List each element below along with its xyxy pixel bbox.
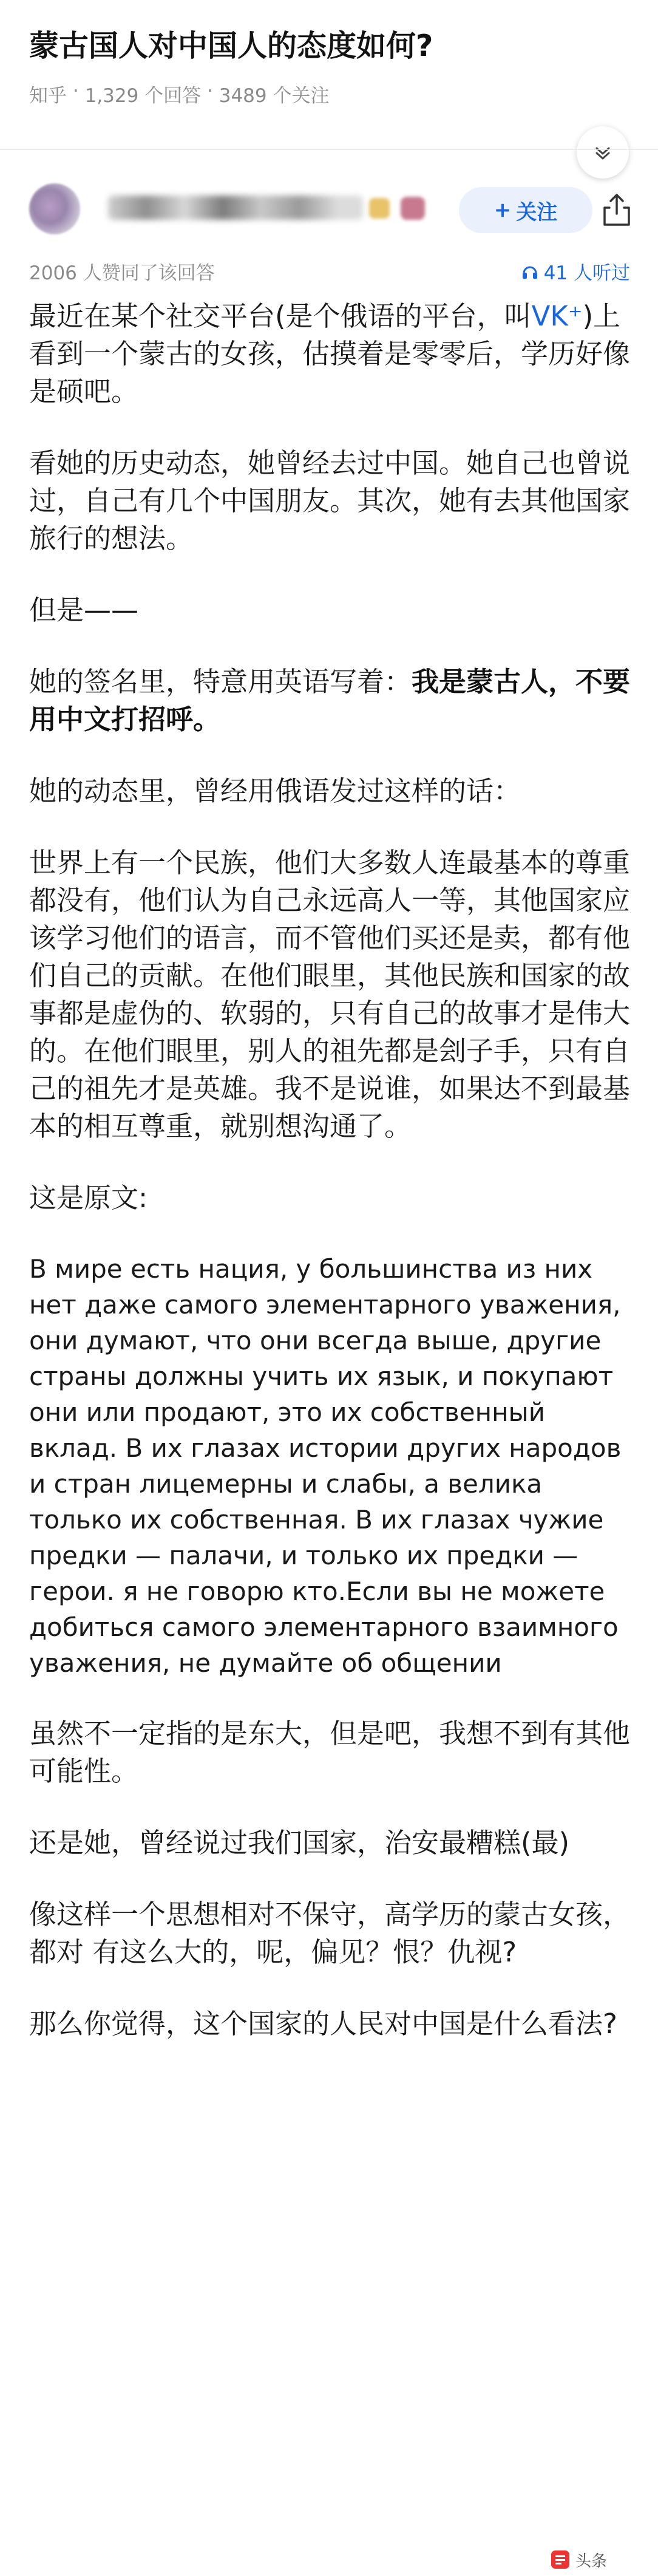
share-icon — [600, 192, 634, 228]
source-label[interactable]: 知乎 — [29, 85, 67, 107]
answer-content — [29, 298, 633, 2077]
answer-stats — [29, 257, 630, 285]
divider — [0, 149, 658, 150]
russian-original: В мире есть нация, у большинства из них нет даже самого элементарного уважения, они думают, что они всегда выше, другие страны должны учить их язык, и покупают они или продают, это их собственный вклад. В их глазах истории других народов и стран лицемерны и слабы, а велика только их собственная. В их глазах чужие предки — палачи, и только их предки — герои. я не говорю кто.Если вы не можете добиться самого элементарного взаимного уважения, не думайте об общении — [29, 1254, 622, 1678]
chevron-down-icon — [592, 142, 613, 163]
paragraph: 她的动态里，曾经用俄语发过这样的话： — [29, 775, 521, 807]
vk-link[interactable]: VK⁺ — [531, 300, 583, 332]
follow-label: 关注 — [516, 200, 558, 225]
toutiao-logo-icon — [550, 2549, 571, 2570]
listen-button[interactable] — [521, 257, 630, 285]
paragraph: 世界上有一个民族，他们大多数人连最基本的尊重都没有，他们认为自己永远高人一等，其他国家应该学习他们的语言，而不管他们买还是卖，都有他们自己的贡献。在他们眼里，其他民族和国家的故事都是虚伪的、软弱的，只有自己的故事才是伟大的。在他们眼里，别人的祖先都是刽子手，只有自己的祖先才是英雄。我不是说谁，如果达不到最基本的相互尊重，就别想沟通了。 — [29, 847, 631, 1142]
badge-icon — [401, 197, 425, 220]
headphones-icon — [521, 262, 539, 281]
follow-button[interactable] — [459, 187, 592, 233]
paragraph: 她的签名里，特意用英语写着：我是蒙古人，不要用中文打招呼。 — [29, 666, 631, 735]
meta-separator: · — [67, 80, 85, 102]
paragraph: 这是原文: — [29, 1182, 148, 1214]
agree-count: 2006 人赞同了该回答 — [29, 262, 215, 284]
follower-count: 3489 个关注 — [219, 85, 330, 107]
author-name-blurred[interactable] — [108, 196, 363, 220]
watermark — [499, 2543, 658, 2576]
author-row — [29, 180, 630, 236]
question-title[interactable]: 蒙古国人对中国人的态度如何? — [29, 29, 433, 63]
plus-icon: + — [494, 198, 512, 222]
share-button[interactable] — [600, 192, 634, 228]
avatar[interactable] — [29, 183, 80, 234]
collapse-button[interactable] — [577, 126, 629, 179]
listen-count: 41 人听过 — [543, 262, 630, 284]
watermark-text: 头条 — [575, 2552, 607, 2571]
paragraph: 最近在某个社交平台(是个俄语的平台，叫VK⁺)上看到一个蒙古的女孩，估摸着是零零后，学历好像是硕吧。 — [29, 300, 631, 407]
meta-separator: · — [201, 80, 219, 102]
paragraph: 虽然不一定指的是东大，但是吧，我想不到有其他可能性。 — [29, 1717, 631, 1787]
badge-icon — [369, 198, 390, 219]
paragraph: 像这样一个思想相对不保守，高学历的蒙古女孩，都对 有这么大的，呢，偏见？恨？仇视? — [29, 1898, 631, 1968]
bold-quote: 我是蒙古人，不要用中文打招呼。 — [29, 666, 631, 735]
paragraph: 那么你觉得，这个国家的人民对中国是什么看法? — [29, 2008, 617, 2040]
question-meta — [29, 80, 329, 107]
paragraph: 看她的历史动态，她曾经去过中国。她自己也曾说过，自己有几个中国朋友。其次，她有去其他国家旅行的想法。 — [29, 447, 631, 554]
paragraph: 但是—— — [29, 594, 139, 626]
paragraph: 还是她，曾经说过我们国家，治安最糟糕(最) — [29, 1827, 570, 1859]
answer-count[interactable]: 1,329 个回答 — [84, 85, 202, 107]
